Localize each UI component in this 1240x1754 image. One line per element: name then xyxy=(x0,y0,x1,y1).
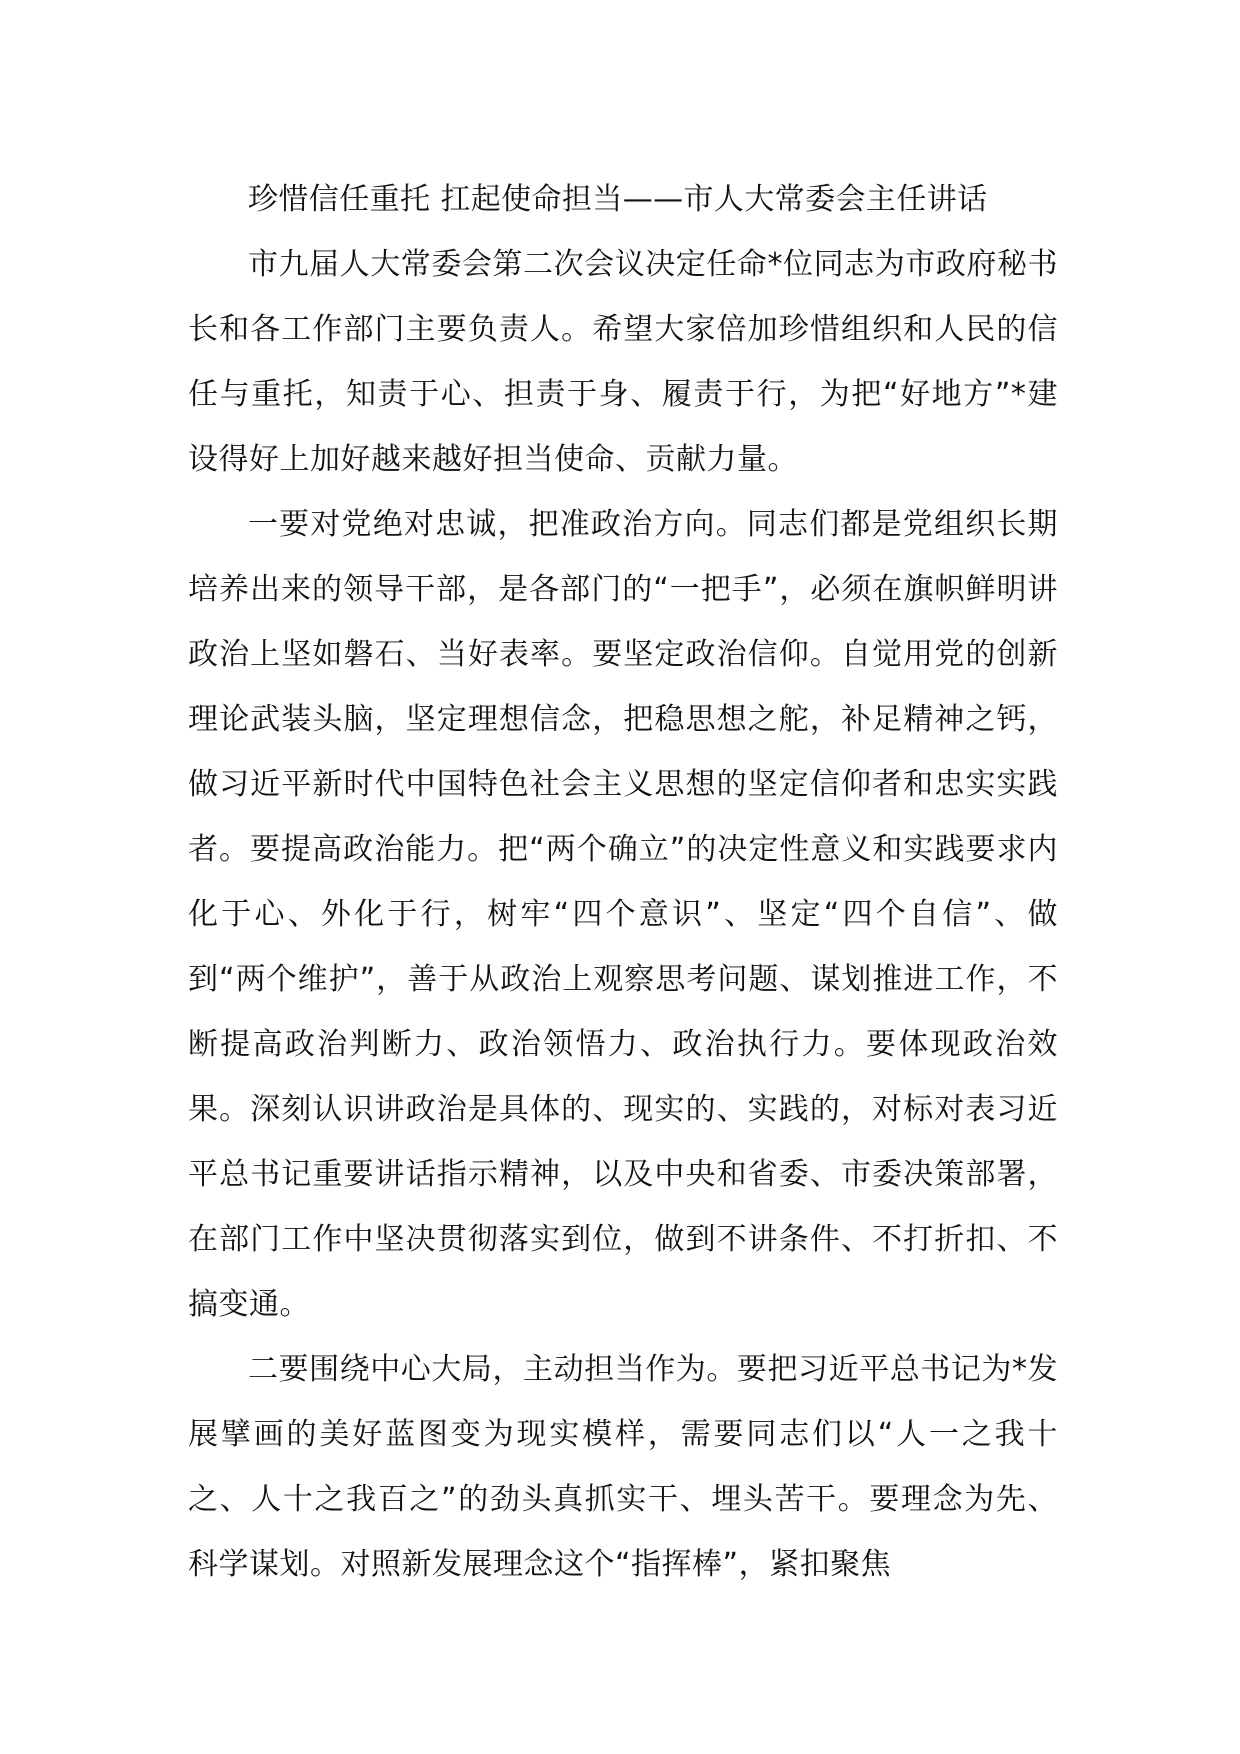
document-title: 珍惜信任重托 扛起使命担当——市人大常委会主任讲话 xyxy=(248,182,988,217)
paragraph-appointment: 市九届人大常委会第二次会议决定任命*位同志为市政府秘书长和各工作部门主要负责人。希望大家倍加珍惜组织和人民的信任与重托，知责于心、担责于身、履责于行，为把“好地方”*建设得好上加好越来越好担当使命、贡献力量。 xyxy=(188,247,1058,477)
paragraph-loyalty: 一要对党绝对忠诚，把准政治方向。同志们都是党组织长期培养出来的领导干部，是各部门的“一把手”，必须在旗帜鲜明讲政治上坚如磐石、当好表率。要坚定政治信仰。自觉用党的创新理论武装头脑，坚定理想信念，把稳思想之舵，补足精神之钙，做习近平新时代中国特色社会主义思想的坚定信仰者和忠实实践者。要提高政治能力。把“两个确立”的决定性意义和实践要求内化于心、外化于行，树牢“四个意识”、坚定“四个自信”、做到“两个维护”，善于从政治上观察思考问题、谋划推进工作，不断提高政治判断力、政治领悟力、政治执行力。要体现政治效果。深刻认识讲政治是具体的、现实的、实践的，对标对表习近平总书记重要讲话指示精神，以及中央和省委、市委决策部署，在部门工作中坚决贯彻落实到位，做到不讲条件、不打折扣、不搞变通。 xyxy=(188,507,1058,1322)
paragraph-responsibility: 二要围绕中心大局，主动担当作为。要把习近平总书记为*发展擘画的美好蓝图变为现实模样，需要同志们以“人一之我十之、人十之我百之”的劲头真抓实干、埋头苦干。要理念为先、科学谋划。对照新发展理念这个“指挥棒”，紧扣聚焦 xyxy=(188,1352,1058,1582)
document-body xyxy=(188,168,1058,1597)
